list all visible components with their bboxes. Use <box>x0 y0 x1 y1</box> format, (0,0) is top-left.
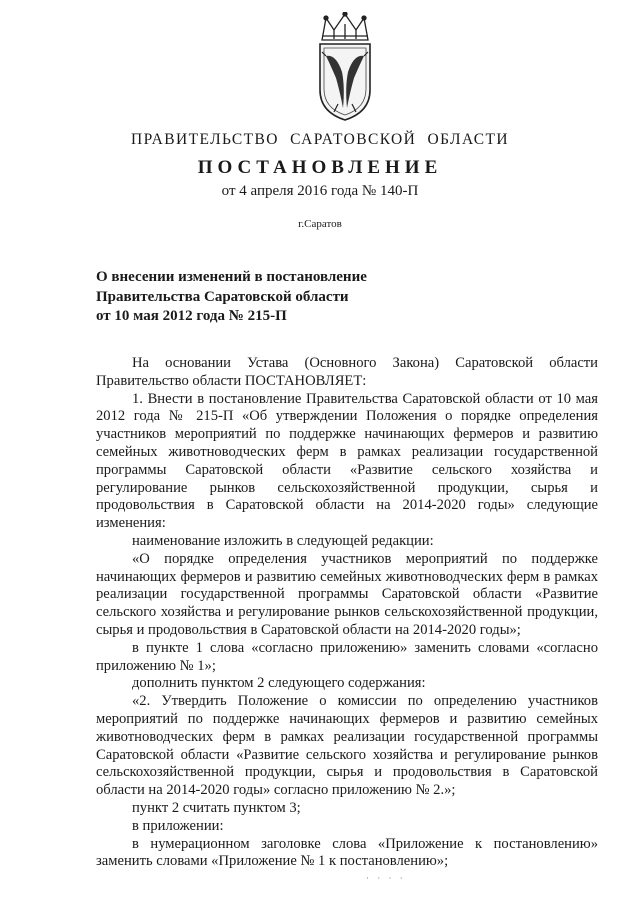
subject-line: от 10 мая 2012 года № 215-П <box>96 308 287 324</box>
subject-line: О внесении изменений в постановление <box>96 269 367 285</box>
body-paragraph: дополнить пунктом 2 следующего содержания: <box>132 675 426 692</box>
body-paragraph: наименование изложить в следующей редакции: <box>132 532 434 549</box>
body-paragraph: в нумерационном заголовке слова «Приложение к постановлению» заменить словами «Приложение № 1 к постановлению»; <box>96 835 598 870</box>
body-paragraph: в приложении: <box>132 817 224 834</box>
scan-artifact-dots: · · · · <box>366 873 406 883</box>
decree-subject <box>96 268 426 327</box>
subject-line: Правительства Саратовской области <box>96 288 349 305</box>
document-type-title: ПОСТАНОВЛЕНИЕ <box>197 157 443 178</box>
decree-body <box>96 355 598 871</box>
body-paragraph: «О порядке определения участников мероприятий по поддержке начинающих фермеров и развитию семейных животноводческих ферм в рамках реализации государственной программы Саратовской области «Развитие сельского хозяйства и регулирование рынков сельскохозяйственной продукции, сырья и продовольствия в Саратовской области на 2014-2020 годы»; <box>96 550 598 638</box>
saratov-coat-of-arms-icon <box>312 12 378 122</box>
body-paragraph: На основании Устава (Основного Закона) Саратовской области Правительство области ПОСТАНОВЛЯЕТ: <box>96 355 598 389</box>
body-paragraph: «2. Утвердить Положение о комиссии по определению участников мероприятий по поддержке начинающих фермеров и развитию семейных животноводческих ферм в рамках реализации государственной программы Саратовской области «Развитие сельского хозяйства и регулирование рынков сельскохозяйственной продукции, сырья и продовольствия в Саратовской области на 2014-2020 годы» согласно приложению № 2.»; <box>96 693 598 799</box>
government-title: ПРАВИТЕЛЬСТВО САРАТОВСКОЙ ОБЛАСТИ <box>131 131 509 148</box>
body-paragraph: в пункте 1 слова «согласно приложению» заменить словами «согласно приложению № 1»; <box>96 639 598 674</box>
issuing-city: г.Саратов <box>298 218 342 230</box>
body-paragraph: пункт 2 считать пунктом 3; <box>132 799 301 816</box>
body-paragraph: 1. Внести в постановление Правительства Саратовской области от 10 мая 2012 года № 215-П «Об утверждении Положения о порядке определения участников мероприятий по поддержке начинающих фермеров и развитию семейных животноводческих ферм в рамках реализации государственной программы Саратовской области «Развитие сельского хозяйства и регулирование рынков сельскохозяйственной продукции, сырья и продовольствия в Саратовской области на 2014-2020 годы» следующие изменения: <box>96 390 598 532</box>
decree-date-number: от 4 апреля 2016 года № 140-П <box>221 183 419 199</box>
